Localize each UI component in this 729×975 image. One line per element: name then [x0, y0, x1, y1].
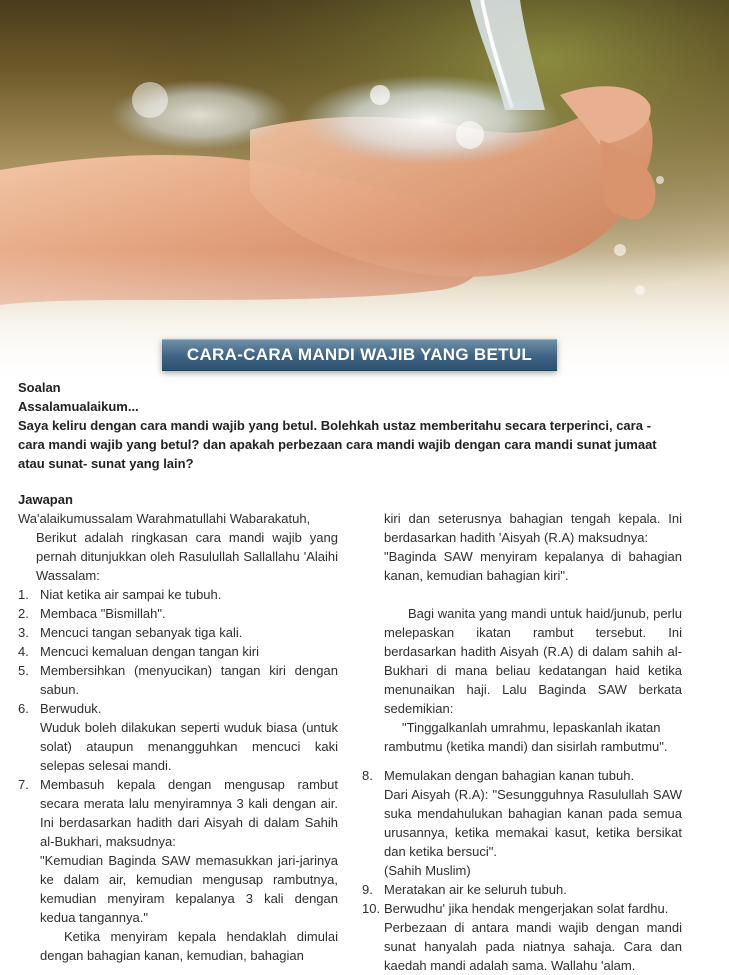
- step-text: Membersihkan (menyucikan) tangan kiri dengan sabun.: [40, 663, 338, 697]
- step-text: Berwudhu' jika hendak mengerjakan solat fardhu.: [384, 901, 669, 916]
- step-item: [18, 604, 338, 623]
- article-title-bar: [162, 339, 557, 371]
- question-heading: Soalan: [18, 380, 61, 395]
- continued-text: kiri dan seterusnya bahagian tengah kepala. Ini berdasarkan hadith 'Aisyah (R.A) maksudnya:: [384, 511, 682, 545]
- women-quote-start: "Tinggalkanlah umrahmu, lepaskanlah ikatan: [402, 720, 661, 735]
- step-text: Berwuduk.: [40, 701, 102, 716]
- step-number: 4.: [18, 644, 29, 659]
- women-paragraph-text: Bagi wanita yang mandi untuk haid/junub, perlu melepaskan ikatan rambut tersebut. Ini berdasarkan hadith Aisyah (R.A) di dalam sahih al-Bukhari di mana beliau kedatangan haid ketika menunaikan haji. Lalu Baginda SAW berkata sedemikian:: [384, 606, 682, 716]
- women-quote-end: rambutmu (ketika mandi) dan sisirlah rambutmu".: [384, 739, 668, 754]
- step-number: 10.: [362, 901, 381, 916]
- step-item: [362, 899, 682, 918]
- step-text: Mencuci kemaluan dengan tangan kiri: [40, 644, 259, 659]
- step-item: [18, 585, 338, 604]
- water-hands-illustration: [0, 0, 729, 390]
- step-item: [362, 880, 682, 899]
- step-text: Niat ketika air sampai ke tubuh.: [40, 587, 222, 602]
- step-number: 3.: [18, 625, 29, 640]
- question-section: [18, 378, 713, 473]
- step-number: 9.: [362, 882, 373, 897]
- answer-heading: Jawapan: [18, 492, 73, 507]
- step-text: Membaca "Bismillah".: [40, 606, 166, 621]
- step-text: Membasuh kepala dengan mengusap rambut secara merata lalu menyiramnya 3 kali dengan air. Ini berdasarkan hadith dari Aisyah di dalam Sahih al-Bukhari, maksudnya:: [40, 777, 338, 849]
- step-item: [18, 661, 338, 699]
- step-number: 5.: [18, 663, 29, 678]
- step-8-source: (Sahih Muslim): [384, 863, 471, 878]
- question-line-1: Saya keliru dengan cara mandi wajib yang betul. Bolehkah ustaz memberitahu secara terperinci, cara -: [18, 418, 651, 433]
- answer-intro: Berikut adalah ringkasan cara mandi wajib yang pernah ditunjukkan oleh Rasulullah Sallallahu 'Alaihi Wassalam:: [36, 530, 338, 583]
- right-quote: "Baginda SAW menyiram kepalanya di bahagian kanan, kemudian bahagian kiri".: [384, 549, 682, 583]
- step-number: 2.: [18, 606, 29, 621]
- step-text: Mencuci tangan sebanyak tiga kali.: [40, 625, 243, 640]
- step-item: [18, 623, 338, 642]
- step-item: [362, 766, 682, 785]
- answer-salam: Wa'alaikumussalam Warahmatullahi Wabarakatuh,: [18, 511, 311, 526]
- answer-left-column: [18, 490, 338, 965]
- step-10-detail: Perbezaan di antara mandi wajib dengan mandi sunat hanyalah pada niatnya sahaja. Cara dan kaedah mandi adalah sama. Wallahu 'alam.: [384, 920, 682, 973]
- step-text: Memulakan dengan bahagian kanan tubuh.: [384, 768, 635, 783]
- step-8-detail: Dari Aisyah (R.A): "Sesungguhnya Rasulullah SAW suka mendahulukan bahagian kanan pada semua urusannya, ketika memakai kasut, ketika bersikat dan ketika bersuci".: [384, 787, 682, 859]
- step-number: 1.: [18, 587, 29, 602]
- question-line-2: cara mandi wajib yang betul? dan apakah perbezaan cara mandi wajib dengan cara mandi sunat jumaat: [18, 437, 657, 452]
- step-item: [18, 642, 338, 661]
- article-title: CARA-CARA MANDI WAJIB YANG BETUL: [186, 345, 533, 364]
- step-item: [18, 775, 338, 851]
- step-number: 7.: [18, 777, 29, 792]
- women-paragraph: [362, 604, 682, 718]
- question-greeting: Assalamualaikum...: [18, 399, 139, 414]
- step-text: Meratakan air ke seluruh tubuh.: [384, 882, 567, 897]
- answer-right-column: [362, 509, 682, 975]
- step-7-quote: "Kemudian Baginda SAW memasukkan jari-jarinya ke dalam air, kemudian mengusap rambutnya, kemudian menyiram kepalanya 3 kali dengan kedua tangannya.": [40, 853, 338, 925]
- hero-image: [0, 0, 729, 390]
- step-number: 8.: [362, 768, 373, 783]
- step-7-paragraph-text: Ketika menyiram kepala hendaklah dimulai dengan bahagian kanan, kemudian, bahagian: [40, 929, 338, 963]
- step-7-paragraph: [18, 927, 338, 965]
- question-line-3: atau sunat- sunat yang lain?: [18, 456, 194, 471]
- step-6-note: Wuduk boleh dilakukan seperti wuduk biasa (untuk solat) ataupun menangguhkan mencuci kaki selepas selesai mandi.: [40, 720, 338, 773]
- step-number: 6.: [18, 701, 29, 716]
- step-item: [18, 699, 338, 718]
